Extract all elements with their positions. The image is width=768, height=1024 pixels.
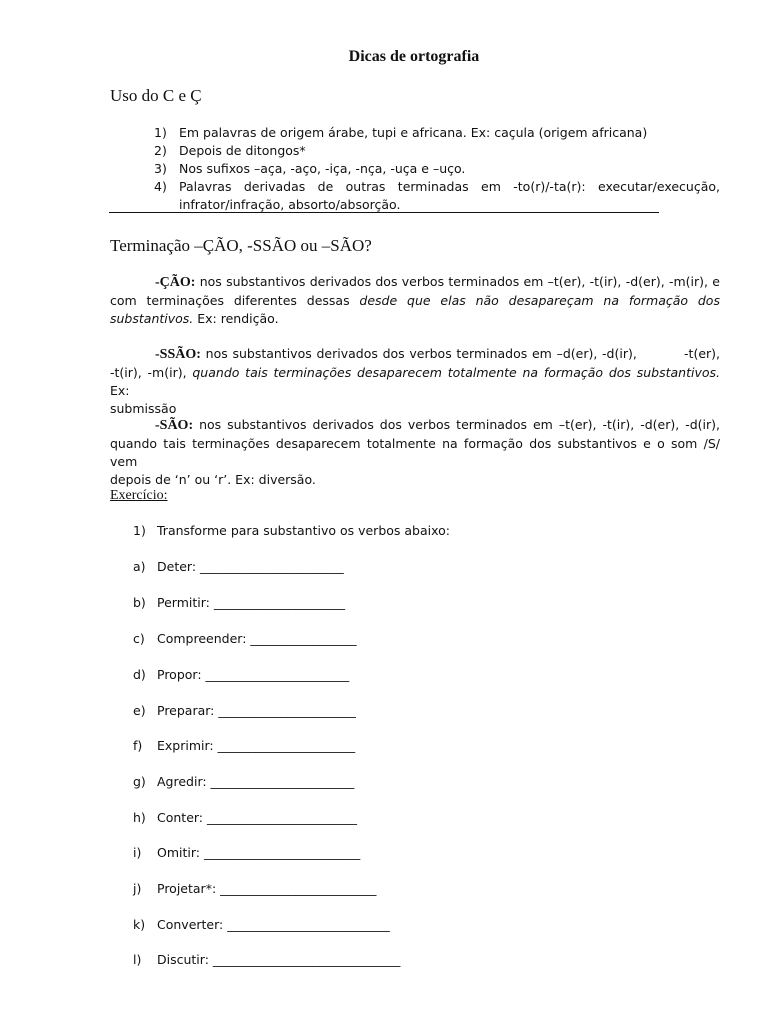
exercise-item-f bbox=[133, 738, 355, 753]
rule-number: 2) bbox=[154, 143, 167, 158]
item-text: Deter: _______________________ bbox=[157, 559, 344, 574]
item-letter: i) bbox=[133, 845, 142, 860]
item-text: Exprimir: ______________________ bbox=[157, 738, 356, 753]
rule-number: 1) bbox=[154, 125, 167, 140]
section-divider bbox=[109, 212, 659, 213]
term-label: -SSÃO: bbox=[155, 347, 201, 362]
item-text: Propor: _______________________ bbox=[157, 667, 350, 682]
item-text: Agredir: _______________________ bbox=[157, 774, 355, 789]
paragraph-line: -SÃO: nos substantivos derivados dos verbos terminados em –t(er), -t(ir), -d(er), -d(ir), bbox=[155, 417, 720, 433]
rule-text: Depois de ditongos* bbox=[179, 143, 306, 158]
item-letter: b) bbox=[133, 595, 146, 610]
exercise-item-b bbox=[133, 595, 345, 610]
paragraph-sao bbox=[110, 416, 720, 489]
item-text: Compreender: _________________ bbox=[157, 631, 357, 646]
section-heading-c-cedilha: Uso do C e Ç bbox=[110, 86, 202, 105]
paragraph-line: -SSÃO: nos substantivos derivados dos verbos terminados em –d(er), -d(ir), -t(er), bbox=[155, 346, 720, 362]
item-letter: a) bbox=[133, 559, 146, 574]
item-text: Permitir: _____________________ bbox=[157, 595, 346, 610]
paragraph-cao bbox=[110, 273, 720, 328]
exercise-item-k bbox=[133, 917, 390, 932]
paragraph-line: -t(ir), -m(ir), quando tais terminações desaparecem totalmente na formação dos substantivos. Ex: bbox=[110, 365, 721, 398]
term-label: -SÃO: bbox=[155, 418, 194, 433]
item-text: Converter: __________________________ bbox=[157, 917, 390, 932]
item-text: Preparar: ______________________ bbox=[157, 703, 356, 718]
question-number: 1) bbox=[133, 523, 146, 538]
item-letter: l) bbox=[133, 952, 142, 967]
paragraph-line: quando tais terminações desaparecem totalmente na formação dos substantivos e o som /S/ vem bbox=[110, 436, 720, 469]
exercise-item-h bbox=[133, 810, 357, 825]
item-letter: f) bbox=[133, 738, 143, 753]
item-letter: d) bbox=[133, 667, 146, 682]
rule-number: 4) bbox=[154, 179, 167, 194]
paragraph-line: substantivos. Ex: rendição. bbox=[110, 311, 279, 326]
rules-list bbox=[154, 124, 720, 214]
paragraph-ssao bbox=[110, 345, 720, 418]
document-title: Dicas de ortografia bbox=[348, 48, 480, 65]
item-letter: h) bbox=[133, 810, 146, 825]
rule-item bbox=[154, 124, 720, 142]
paragraph-line: depois de ‘n’ ou ‘r’. Ex: diversão. bbox=[110, 472, 316, 487]
item-text: Omitir: _________________________ bbox=[157, 845, 361, 860]
rule-item bbox=[154, 178, 720, 214]
rule-item bbox=[154, 142, 720, 160]
rule-text-line: Palavras derivadas de outras terminadas em -to(r)/-ta(r): executar/execução, bbox=[179, 179, 720, 194]
paragraph-line: -ÇÃO: nos substantivos derivados dos verbos terminados em –t(er), -t(ir), -d(er), -m(ir), e bbox=[155, 274, 720, 290]
rule-text-line: infrator/infração, absorto/absorção. bbox=[179, 197, 401, 212]
item-letter: j) bbox=[133, 881, 142, 896]
exercise-item-a bbox=[133, 559, 344, 574]
rule-text: Nos sufixos –aça, -aço, -iça, -nça, -uça e –uço. bbox=[179, 161, 466, 176]
exercise-item-i bbox=[133, 845, 360, 860]
item-text: Conter: ________________________ bbox=[157, 810, 357, 825]
exercise-label: Exercício: bbox=[110, 488, 168, 503]
rule-item bbox=[154, 160, 720, 178]
exercise-item-l bbox=[133, 952, 400, 967]
item-letter: e) bbox=[133, 703, 146, 718]
item-text: Projetar*: _________________________ bbox=[157, 881, 377, 896]
rule-text: Em palavras de origem árabe, tupi e africana. Ex: caçula (origem africana) bbox=[179, 125, 648, 140]
item-text: Discutir: ______________________________ bbox=[157, 952, 401, 967]
paragraph-line: com terminações diferentes dessas desde que elas não desapareçam na formação dos bbox=[110, 293, 720, 308]
exercise-question bbox=[133, 523, 450, 538]
exercise-item-j bbox=[133, 881, 376, 896]
question-text: Transforme para substantivo os verbos abaixo: bbox=[157, 523, 450, 538]
exercise-item-g bbox=[133, 774, 354, 789]
exercise-item-c bbox=[133, 631, 357, 646]
section-heading-terminacao: Terminação –ÇÃO, -SSÃO ou –SÃO? bbox=[110, 236, 372, 255]
exercise-item-e bbox=[133, 703, 356, 718]
item-letter: k) bbox=[133, 917, 146, 932]
item-letter: c) bbox=[133, 631, 145, 646]
item-letter: g) bbox=[133, 774, 146, 789]
exercise-item-d bbox=[133, 667, 349, 682]
term-label: -ÇÃO: bbox=[155, 275, 196, 290]
rule-number: 3) bbox=[154, 161, 167, 176]
paragraph-line: submissão bbox=[110, 401, 177, 416]
